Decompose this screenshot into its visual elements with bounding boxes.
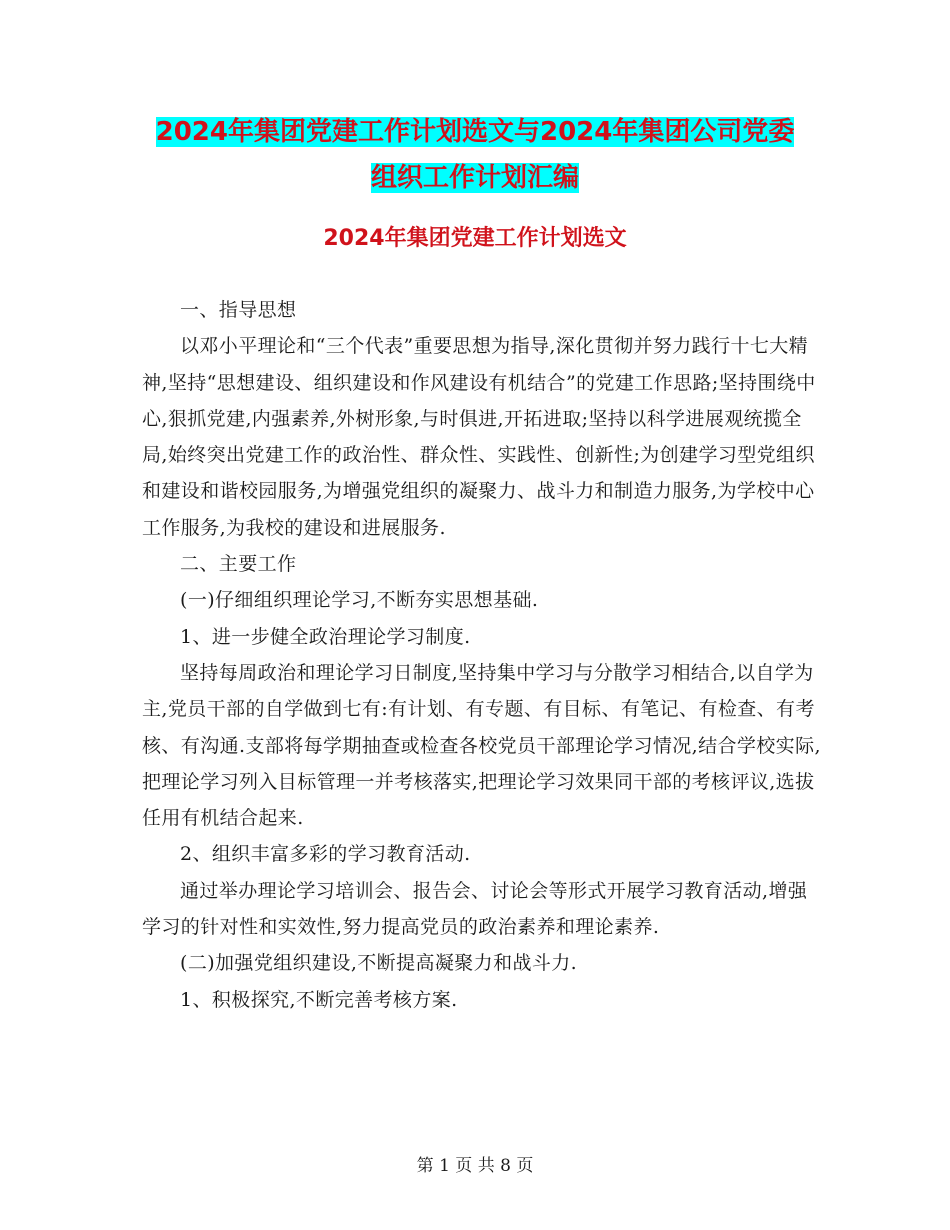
subheading-party-organization: (二)加强党组织建设,不断提高凝聚力和战斗力. xyxy=(180,952,578,975)
subheading-theory-study: (一)仔细组织理论学习,不断夯实思想基础. xyxy=(180,589,539,612)
paragraph-study-activities: 通过举办理论学习培训会、报告会、讨论会等形式开展学习教育活动,增强学习的针对性和实效性,努力提高党员的政治素养和理论素养. xyxy=(142,879,808,939)
paragraph-guiding-ideology: 以邓小平理论和“三个代表”重要思想为指导,深化贯彻并努力践行十七大精神,坚持“思想建设、组织建设和作风建设有机结合”的党建工作思路;坚持围绕中心,狠抓党建,内强素养,外树形象,与时俱进,开拓进取;坚持以科学进展观统揽全局,始终突出党建工作的政治性、群众性、实践性、创新性;为创建学习型党组织和建设和谐校园服务,为增强党组织的凝聚力、战斗力和制造力服务,为学校中心工作服务,为我校的建设和进展服务. xyxy=(142,335,816,539)
document-title-line-2 xyxy=(0,156,950,200)
heading-guiding-ideology: 一、指导思想 xyxy=(180,299,297,321)
document-body xyxy=(142,292,822,1018)
section-title: 2024年集团党建工作计划选文 xyxy=(323,226,627,251)
document-title-text-1: 2024年集团党建工作计划选文与2024年集团公司党委 xyxy=(155,117,795,147)
item-assessment-plan: 1、积极探究,不断完善考核方案. xyxy=(180,988,458,1011)
document-title-text-2: 组织工作计划汇编 xyxy=(370,163,579,193)
item-study-system: 1、进一步健全政治理论学习制度. xyxy=(180,625,471,648)
heading-main-work: 二、主要工作 xyxy=(180,553,297,576)
paragraph-study-system: 坚持每周政治和理论学习日制度,坚持集中学习与分散学习相结合,以自学为主,党员干部的自学做到七有:有计划、有专题、有目标、有笔记、有检查、有考核、有沟通.支部将每学期抽查或检查各校党员干部理论学习情况,结合学校实际,把理论学习列入目标管理一并考核落实,把理论学习效果同干部的考核评议,选拔任用有机结合起来. xyxy=(142,661,821,830)
document-title-line-1 xyxy=(0,110,950,154)
item-study-activities: 2、组织丰富多彩的学习教育活动. xyxy=(180,843,471,866)
page-footer: 第 1 页 共 8 页 xyxy=(416,1156,534,1176)
